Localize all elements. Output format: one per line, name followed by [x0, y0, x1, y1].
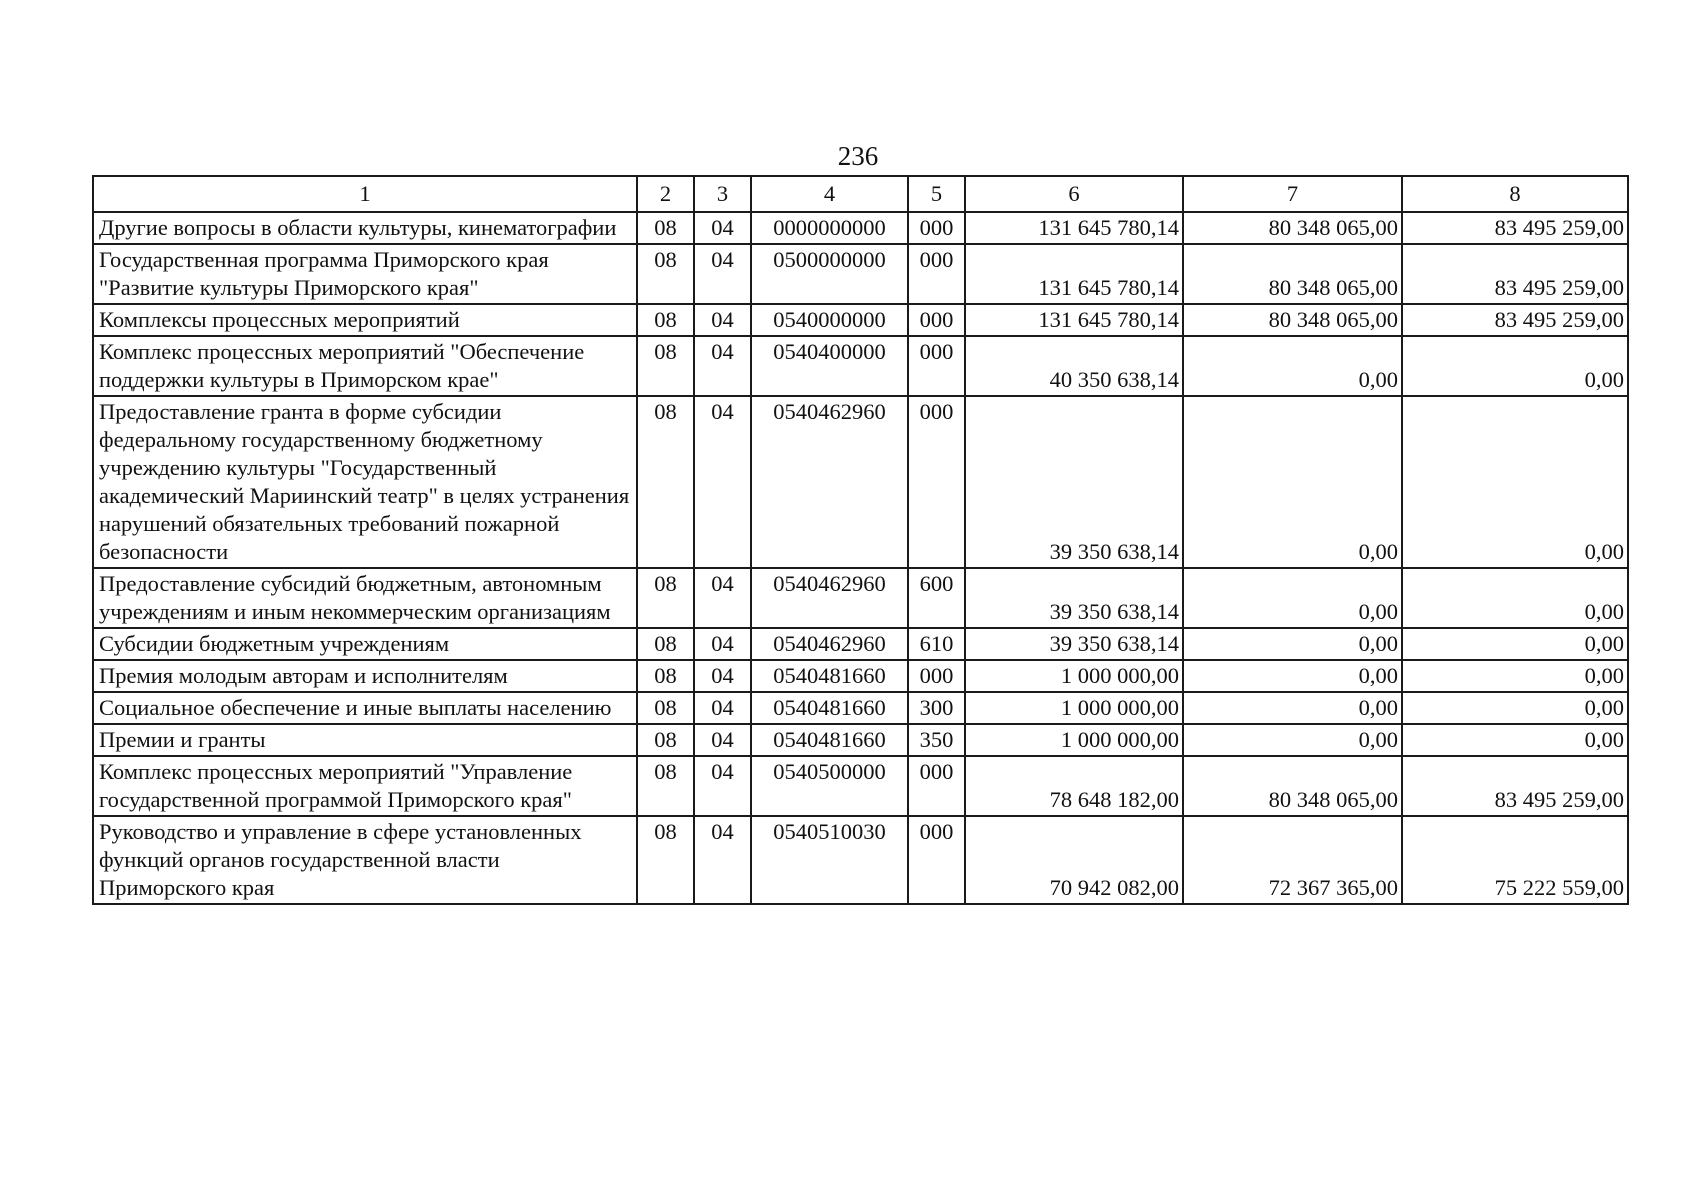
column-header: 6 [965, 176, 1183, 212]
table-row [93, 756, 1628, 816]
amount-col-7: 0,00 [1183, 660, 1402, 692]
row-name: Премия молодым авторам и исполнителям [93, 660, 637, 692]
amount-col-6: 70 942 082,00 [965, 816, 1183, 904]
row-name: Комплекс процессных мероприятий "Управление государственной программой Приморского края" [93, 756, 637, 816]
amount-col-8: 0,00 [1402, 336, 1628, 396]
target-article-code: 0540510030 [751, 816, 908, 904]
row-name: Другие вопросы в области культуры, кинематографии [93, 212, 637, 244]
expense-type-code: 300 [908, 692, 965, 724]
section-code: 08 [637, 692, 694, 724]
subsection-code: 04 [694, 212, 751, 244]
expense-type-code: 000 [908, 660, 965, 692]
amount-col-6: 39 350 638,14 [965, 628, 1183, 660]
column-header: 8 [1402, 176, 1628, 212]
amount-col-8: 0,00 [1402, 724, 1628, 756]
column-header: 5 [908, 176, 965, 212]
subsection-code: 04 [694, 660, 751, 692]
amount-col-6: 40 350 638,14 [965, 336, 1183, 396]
amount-col-7: 0,00 [1183, 724, 1402, 756]
column-number-header-row [93, 176, 1628, 212]
amount-col-6: 131 645 780,14 [965, 212, 1183, 244]
target-article-code: 0000000000 [751, 212, 908, 244]
amount-col-8: 0,00 [1402, 692, 1628, 724]
table-row [93, 568, 1628, 628]
amount-col-8: 0,00 [1402, 660, 1628, 692]
amount-col-8: 83 495 259,00 [1402, 244, 1628, 304]
expense-type-code: 610 [908, 628, 965, 660]
amount-col-7: 80 348 065,00 [1183, 244, 1402, 304]
target-article-code: 0540400000 [751, 336, 908, 396]
amount-col-8: 83 495 259,00 [1402, 212, 1628, 244]
amount-col-6: 131 645 780,14 [965, 304, 1183, 336]
subsection-code: 04 [694, 396, 751, 568]
row-name: Комплексы процессных мероприятий [93, 304, 637, 336]
target-article-code: 0540462960 [751, 568, 908, 628]
table-row [93, 336, 1628, 396]
table-row [93, 212, 1628, 244]
amount-col-6: 1 000 000,00 [965, 660, 1183, 692]
section-code: 08 [637, 304, 694, 336]
row-name: Субсидии бюджетным учреждениям [93, 628, 637, 660]
amount-col-7: 0,00 [1183, 568, 1402, 628]
target-article-code: 0540462960 [751, 628, 908, 660]
amount-col-7: 0,00 [1183, 692, 1402, 724]
subsection-code: 04 [694, 244, 751, 304]
amount-col-6: 131 645 780,14 [965, 244, 1183, 304]
section-code: 08 [637, 336, 694, 396]
amount-col-7: 0,00 [1183, 396, 1402, 568]
amount-col-7: 0,00 [1183, 628, 1402, 660]
expense-type-code: 000 [908, 212, 965, 244]
amount-col-8: 0,00 [1402, 396, 1628, 568]
amount-col-6: 39 350 638,14 [965, 396, 1183, 568]
amount-col-8: 0,00 [1402, 628, 1628, 660]
section-code: 08 [637, 816, 694, 904]
amount-col-8: 75 222 559,00 [1402, 816, 1628, 904]
target-article-code: 0540000000 [751, 304, 908, 336]
section-code: 08 [637, 724, 694, 756]
subsection-code: 04 [694, 336, 751, 396]
target-article-code: 0500000000 [751, 244, 908, 304]
amount-col-6: 39 350 638,14 [965, 568, 1183, 628]
row-name: Государственная программа Приморского края "Развитие культуры Приморского края" [93, 244, 637, 304]
target-article-code: 0540481660 [751, 660, 908, 692]
target-article-code: 0540481660 [751, 692, 908, 724]
column-header: 4 [751, 176, 908, 212]
expense-type-code: 350 [908, 724, 965, 756]
section-code: 08 [637, 756, 694, 816]
table-row [93, 816, 1628, 904]
target-article-code: 0540500000 [751, 756, 908, 816]
section-code: 08 [637, 568, 694, 628]
amount-col-7: 72 367 365,00 [1183, 816, 1402, 904]
row-name: Комплекс процессных мероприятий "Обеспечение поддержки культуры в Приморском крае" [93, 336, 637, 396]
row-name: Премии и гранты [93, 724, 637, 756]
subsection-code: 04 [694, 628, 751, 660]
amount-col-6: 78 648 182,00 [965, 756, 1183, 816]
amount-col-7: 80 348 065,00 [1183, 212, 1402, 244]
row-name: Социальное обеспечение и иные выплаты населению [93, 692, 637, 724]
section-code: 08 [637, 212, 694, 244]
expense-type-code: 000 [908, 396, 965, 568]
subsection-code: 04 [694, 816, 751, 904]
table-row [93, 692, 1628, 724]
table-row [93, 244, 1628, 304]
column-header: 1 [93, 176, 637, 212]
amount-col-8: 0,00 [1402, 568, 1628, 628]
row-name: Руководство и управление в сфере установленных функций органов государственной власти Приморского края [93, 816, 637, 904]
table-row [93, 660, 1628, 692]
subsection-code: 04 [694, 304, 751, 336]
table-row [93, 724, 1628, 756]
target-article-code: 0540481660 [751, 724, 908, 756]
section-code: 08 [637, 660, 694, 692]
column-header: 3 [694, 176, 751, 212]
amount-col-7: 80 348 065,00 [1183, 756, 1402, 816]
table-row [93, 304, 1628, 336]
table-row [93, 396, 1628, 568]
page-number: 236 [837, 141, 879, 171]
expense-type-code: 000 [908, 816, 965, 904]
subsection-code: 04 [694, 724, 751, 756]
section-code: 08 [637, 244, 694, 304]
expense-type-code: 000 [908, 756, 965, 816]
row-name: Предоставление субсидий бюджетным, автономным учреждениям и иным некоммерческим организациям [93, 568, 637, 628]
budget-table [92, 175, 1629, 905]
amount-col-7: 0,00 [1183, 336, 1402, 396]
subsection-code: 04 [694, 692, 751, 724]
amount-col-8: 83 495 259,00 [1402, 756, 1628, 816]
table-row [93, 628, 1628, 660]
expense-type-code: 000 [908, 244, 965, 304]
amount-col-6: 1 000 000,00 [965, 692, 1183, 724]
expense-type-code: 000 [908, 304, 965, 336]
expense-type-code: 600 [908, 568, 965, 628]
subsection-code: 04 [694, 568, 751, 628]
amount-col-6: 1 000 000,00 [965, 724, 1183, 756]
column-header: 7 [1183, 176, 1402, 212]
column-header: 2 [637, 176, 694, 212]
expense-type-code: 000 [908, 336, 965, 396]
amount-col-7: 80 348 065,00 [1183, 304, 1402, 336]
row-name: Предоставление гранта в форме субсидии федеральному государственному бюджетному учреждению культуры "Государственный академический Мариинский театр" в целях устранения нарушений обязательных требований пожарной безопасности [93, 396, 637, 568]
amount-col-8: 83 495 259,00 [1402, 304, 1628, 336]
section-code: 08 [637, 628, 694, 660]
target-article-code: 0540462960 [751, 396, 908, 568]
subsection-code: 04 [694, 756, 751, 816]
section-code: 08 [637, 396, 694, 568]
